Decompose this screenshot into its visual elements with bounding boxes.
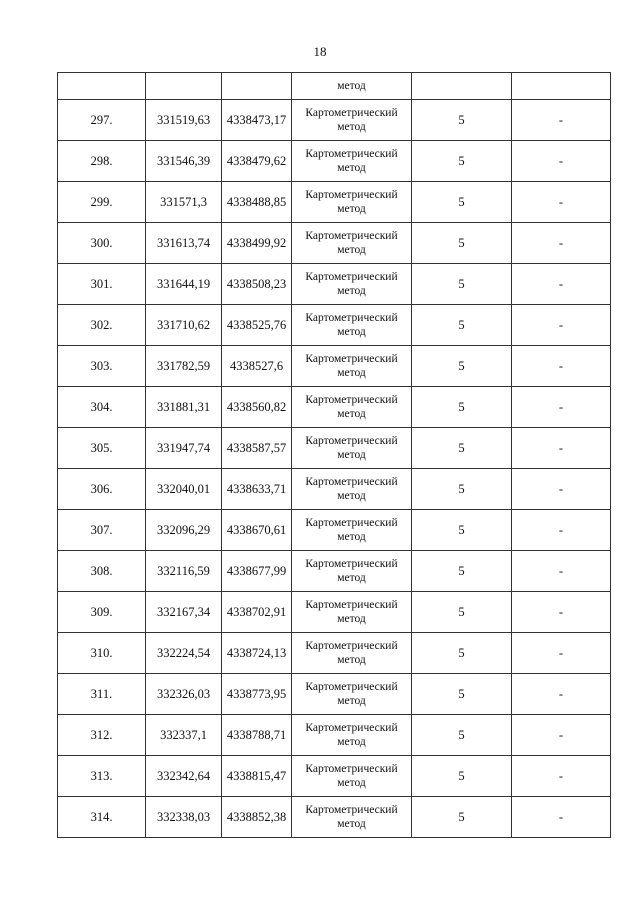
table-row bbox=[58, 182, 611, 223]
cell-accuracy-text: 5 bbox=[458, 564, 465, 578]
cell-note-text: - bbox=[558, 769, 564, 783]
cell-note bbox=[512, 797, 611, 838]
cell-y-text: 4338488,85 bbox=[226, 195, 287, 209]
cell-y bbox=[222, 510, 292, 551]
cell-method bbox=[292, 674, 412, 715]
cell-accuracy-text: 5 bbox=[458, 359, 465, 373]
cell-method-text: Картометрический метод bbox=[305, 517, 398, 543]
cell-y bbox=[222, 715, 292, 756]
cell-accuracy bbox=[412, 182, 512, 223]
cell-y-text: 4338479,62 bbox=[226, 154, 287, 168]
cell-x bbox=[146, 510, 222, 551]
cell-accuracy-text: 5 bbox=[458, 605, 465, 619]
table-row bbox=[58, 797, 611, 838]
cell-x-text: 331644,19 bbox=[156, 277, 211, 291]
table-row bbox=[58, 469, 611, 510]
cell-y bbox=[222, 592, 292, 633]
cell-method bbox=[292, 633, 412, 674]
cell-point-number bbox=[58, 100, 146, 141]
cell-x-text: 331782,59 bbox=[156, 359, 211, 373]
cell-x-text: 332224,54 bbox=[156, 646, 211, 660]
cell-method-text: Картометрический метод bbox=[305, 394, 398, 420]
cell-method-text: Картометрический метод bbox=[305, 107, 398, 133]
cell-method-text: Картометрический метод bbox=[305, 271, 398, 297]
table-row bbox=[58, 551, 611, 592]
cell-note bbox=[512, 264, 611, 305]
cell-y-text: 4338527,6 bbox=[229, 359, 284, 373]
cell-accuracy-text: 5 bbox=[458, 400, 465, 414]
cell-x bbox=[146, 100, 222, 141]
cell-note-text: - bbox=[558, 687, 564, 701]
cell-y-text: 4338702,91 bbox=[226, 605, 287, 619]
cell-point-number bbox=[58, 674, 146, 715]
cell-point-number bbox=[58, 551, 146, 592]
cell-accuracy-text: 5 bbox=[458, 113, 465, 127]
cell-point-number bbox=[58, 428, 146, 469]
cell-point-number-text: 302. bbox=[90, 318, 113, 332]
cell-method-text: Картометрический метод bbox=[305, 804, 398, 830]
table-row bbox=[58, 428, 611, 469]
cell-note bbox=[512, 633, 611, 674]
cell-y bbox=[222, 264, 292, 305]
cell-accuracy bbox=[412, 141, 512, 182]
cell-x-text: 332338,03 bbox=[156, 810, 211, 824]
cell-y bbox=[222, 223, 292, 264]
cell-point-number bbox=[58, 305, 146, 346]
cell-note bbox=[512, 715, 611, 756]
cell-note bbox=[512, 346, 611, 387]
cell-x bbox=[146, 715, 222, 756]
cell-accuracy bbox=[412, 223, 512, 264]
cell-accuracy-text: 5 bbox=[458, 810, 465, 824]
cell-point-number bbox=[58, 387, 146, 428]
cell-note bbox=[512, 387, 611, 428]
cell-y bbox=[222, 551, 292, 592]
cell-x bbox=[146, 346, 222, 387]
cell-y-text: 4338724,13 bbox=[226, 646, 287, 660]
cell-y bbox=[222, 633, 292, 674]
cell-accuracy bbox=[412, 592, 512, 633]
cell-note bbox=[512, 182, 611, 223]
cell-accuracy bbox=[412, 387, 512, 428]
cell-accuracy bbox=[412, 73, 512, 100]
cell-y bbox=[222, 100, 292, 141]
cell-note bbox=[512, 141, 611, 182]
cell-point-number-text: 312. bbox=[90, 728, 113, 742]
cell-accuracy bbox=[412, 551, 512, 592]
cell-accuracy bbox=[412, 264, 512, 305]
cell-x-text: 331546,39 bbox=[156, 154, 211, 168]
cell-method bbox=[292, 469, 412, 510]
cell-x bbox=[146, 387, 222, 428]
cell-note-text: - bbox=[558, 154, 564, 168]
cell-y-text: 4338560,82 bbox=[226, 400, 287, 414]
cell-accuracy-text: 5 bbox=[458, 195, 465, 209]
cell-point-number-text: 314. bbox=[90, 810, 113, 824]
cell-method-text: Картометрический метод bbox=[305, 476, 398, 502]
cell-accuracy bbox=[412, 100, 512, 141]
cell-accuracy-text: 5 bbox=[458, 523, 465, 537]
table-row bbox=[58, 264, 611, 305]
cell-method bbox=[292, 756, 412, 797]
cell-point-number-text: 300. bbox=[90, 236, 113, 250]
cell-point-number-text: 309. bbox=[90, 605, 113, 619]
cell-method bbox=[292, 510, 412, 551]
cell-y-text: 4338633,71 bbox=[226, 482, 287, 496]
cell-note bbox=[512, 100, 611, 141]
cell-note-text: - bbox=[558, 523, 564, 537]
cell-x-text: 331519,63 bbox=[156, 113, 211, 127]
cell-accuracy-text: 5 bbox=[458, 482, 465, 496]
cell-x bbox=[146, 674, 222, 715]
cell-method-text: Картометрический метод bbox=[305, 640, 398, 666]
cell-x bbox=[146, 633, 222, 674]
coordinates-table-body bbox=[58, 73, 611, 838]
cell-x bbox=[146, 797, 222, 838]
cell-note-text: - bbox=[558, 564, 564, 578]
cell-method-text: Картометрический метод bbox=[305, 148, 398, 174]
cell-note bbox=[512, 756, 611, 797]
cell-method bbox=[292, 387, 412, 428]
cell-note bbox=[512, 674, 611, 715]
cell-method-text: Картометрический метод bbox=[305, 722, 398, 748]
cell-x-text: 332326,03 bbox=[156, 687, 211, 701]
cell-x bbox=[146, 305, 222, 346]
cell-y-text: 4338508,23 bbox=[226, 277, 287, 291]
cell-point-number-text: 299. bbox=[90, 195, 113, 209]
cell-y-text: 4338473,17 bbox=[226, 113, 287, 127]
cell-point-number bbox=[58, 633, 146, 674]
cell-method-text: Картометрический метод bbox=[305, 230, 398, 256]
cell-note-text: - bbox=[558, 482, 564, 496]
cell-accuracy bbox=[412, 715, 512, 756]
cell-accuracy bbox=[412, 469, 512, 510]
cell-note bbox=[512, 305, 611, 346]
cell-note-text: - bbox=[558, 400, 564, 414]
cell-x bbox=[146, 223, 222, 264]
cell-method-text: Картометрический метод bbox=[305, 599, 398, 625]
page-number: 18 bbox=[313, 44, 327, 59]
cell-note-text: - bbox=[558, 236, 564, 250]
cell-y bbox=[222, 756, 292, 797]
cell-x-text: 332167,34 bbox=[156, 605, 211, 619]
cell-point-number bbox=[58, 73, 146, 100]
cell-point-number bbox=[58, 346, 146, 387]
cell-x-text: 331881,31 bbox=[156, 400, 211, 414]
cell-method-text: Картометрический метод bbox=[305, 189, 398, 215]
cell-method-text: Картометрический метод bbox=[305, 681, 398, 707]
cell-method bbox=[292, 100, 412, 141]
cell-accuracy-text: 5 bbox=[458, 154, 465, 168]
cell-accuracy bbox=[412, 633, 512, 674]
cell-point-number bbox=[58, 715, 146, 756]
cell-method-text: Картометрический метод bbox=[305, 435, 398, 461]
cell-method bbox=[292, 715, 412, 756]
cell-method-text: Картометрический метод bbox=[305, 763, 398, 789]
cell-point-number-text: 306. bbox=[90, 482, 113, 496]
cell-x-text: 331947,74 bbox=[156, 441, 211, 455]
cell-accuracy bbox=[412, 510, 512, 551]
cell-method bbox=[292, 797, 412, 838]
cell-point-number bbox=[58, 223, 146, 264]
cell-y-text: 4338773,95 bbox=[226, 687, 287, 701]
cell-y bbox=[222, 346, 292, 387]
cell-note-text: - bbox=[558, 441, 564, 455]
table-row bbox=[58, 715, 611, 756]
cell-note bbox=[512, 223, 611, 264]
cell-accuracy bbox=[412, 797, 512, 838]
cell-accuracy bbox=[412, 428, 512, 469]
cell-point-number-text: 298. bbox=[90, 154, 113, 168]
cell-method-text: Картометрический метод bbox=[305, 353, 398, 379]
cell-point-number-text: 303. bbox=[90, 359, 113, 373]
cell-x bbox=[146, 73, 222, 100]
cell-note-text: - bbox=[558, 728, 564, 742]
cell-method bbox=[292, 346, 412, 387]
table-row bbox=[58, 305, 611, 346]
cell-x bbox=[146, 592, 222, 633]
cell-point-number bbox=[58, 510, 146, 551]
cell-point-number bbox=[58, 797, 146, 838]
cell-x bbox=[146, 264, 222, 305]
cell-x bbox=[146, 141, 222, 182]
cell-point-number-text: 305. bbox=[90, 441, 113, 455]
cell-x-text: 332342,64 bbox=[156, 769, 211, 783]
cell-y-text: 4338852,38 bbox=[226, 810, 287, 824]
cell-accuracy bbox=[412, 346, 512, 387]
cell-accuracy-text: 5 bbox=[458, 277, 465, 291]
cell-point-number-text: 301. bbox=[90, 277, 113, 291]
cell-x-text: 332040,01 bbox=[156, 482, 211, 496]
method-text: метод bbox=[337, 80, 366, 92]
cell-accuracy-text: 5 bbox=[458, 769, 465, 783]
cell-y bbox=[222, 674, 292, 715]
cell-x-text: 331710,62 bbox=[156, 318, 211, 332]
continuation-row bbox=[58, 73, 611, 100]
cell-accuracy-text: 5 bbox=[458, 646, 465, 660]
cell-note-text: - bbox=[558, 359, 564, 373]
cell-accuracy-text: 5 bbox=[458, 318, 465, 332]
cell-y bbox=[222, 141, 292, 182]
cell-note bbox=[512, 510, 611, 551]
cell-y bbox=[222, 182, 292, 223]
cell-point-number-text: 304. bbox=[90, 400, 113, 414]
table-row bbox=[58, 387, 611, 428]
table-row bbox=[58, 756, 611, 797]
cell-method bbox=[292, 182, 412, 223]
table-row bbox=[58, 346, 611, 387]
cell-accuracy-text: 5 bbox=[458, 728, 465, 742]
cell-y bbox=[222, 73, 292, 100]
table-row bbox=[58, 223, 611, 264]
cell-point-number-text: 313. bbox=[90, 769, 113, 783]
cell-y-text: 4338670,61 bbox=[226, 523, 287, 537]
cell-point-number-text: 297. bbox=[90, 113, 113, 127]
cell-y bbox=[222, 387, 292, 428]
cell-y-text: 4338815,47 bbox=[226, 769, 287, 783]
cell-note-text: - bbox=[558, 113, 564, 127]
cell-note bbox=[512, 73, 611, 100]
cell-note bbox=[512, 551, 611, 592]
table-row bbox=[58, 674, 611, 715]
cell-accuracy bbox=[412, 305, 512, 346]
coordinates-table bbox=[57, 72, 611, 838]
cell-accuracy-text: 5 bbox=[458, 441, 465, 455]
cell-x-text: 331613,74 bbox=[156, 236, 211, 250]
cell-point-number-text: 311. bbox=[90, 687, 113, 701]
cell-method bbox=[292, 428, 412, 469]
table-row bbox=[58, 592, 611, 633]
cell-y-text: 4338499,92 bbox=[226, 236, 287, 250]
cell-method-text: Картометрический метод bbox=[305, 312, 398, 338]
cell-x-text: 332096,29 bbox=[156, 523, 211, 537]
cell-point-number bbox=[58, 756, 146, 797]
cell-accuracy-text: 5 bbox=[458, 687, 465, 701]
cell-note bbox=[512, 469, 611, 510]
cell-accuracy bbox=[412, 756, 512, 797]
cell-note-text: - bbox=[558, 277, 564, 291]
cell-point-number bbox=[58, 469, 146, 510]
cell-accuracy-text: 5 bbox=[458, 236, 465, 250]
table-row bbox=[58, 141, 611, 182]
cell-note bbox=[512, 592, 611, 633]
cell-y bbox=[222, 469, 292, 510]
cell-note-text: - bbox=[558, 195, 564, 209]
cell-point-number bbox=[58, 264, 146, 305]
cell-x bbox=[146, 551, 222, 592]
cell-method bbox=[292, 73, 412, 100]
cell-x-text: 332337,1 bbox=[160, 728, 207, 742]
cell-method bbox=[292, 223, 412, 264]
cell-point-number-text: 307. bbox=[90, 523, 113, 537]
cell-x-text: 331571,3 bbox=[160, 195, 207, 209]
cell-note bbox=[512, 428, 611, 469]
cell-note-text: - bbox=[558, 810, 564, 824]
cell-note-text: - bbox=[558, 646, 564, 660]
cell-point-number-text: 310. bbox=[90, 646, 113, 660]
cell-y-text: 4338788,71 bbox=[226, 728, 287, 742]
cell-method bbox=[292, 141, 412, 182]
cell-y-text: 4338525,76 bbox=[226, 318, 287, 332]
cell-accuracy bbox=[412, 674, 512, 715]
cell-y bbox=[222, 797, 292, 838]
cell-method bbox=[292, 305, 412, 346]
cell-x bbox=[146, 182, 222, 223]
cell-note-text: - bbox=[558, 318, 564, 332]
cell-point-number bbox=[58, 592, 146, 633]
cell-y-text: 4338677,99 bbox=[226, 564, 287, 578]
cell-point-number bbox=[58, 182, 146, 223]
table-row bbox=[58, 633, 611, 674]
cell-x-text: 332116,59 bbox=[157, 564, 210, 578]
cell-note-text: - bbox=[558, 605, 564, 619]
cell-point-number-text: 308. bbox=[90, 564, 113, 578]
cell-x bbox=[146, 428, 222, 469]
cell-method bbox=[292, 592, 412, 633]
cell-y bbox=[222, 305, 292, 346]
cell-y bbox=[222, 428, 292, 469]
table-row bbox=[58, 100, 611, 141]
table-row bbox=[58, 510, 611, 551]
cell-x bbox=[146, 469, 222, 510]
cell-method bbox=[292, 551, 412, 592]
cell-x bbox=[146, 756, 222, 797]
cell-method-text: Картометрический метод bbox=[305, 558, 398, 584]
cell-point-number bbox=[58, 141, 146, 182]
cell-method bbox=[292, 264, 412, 305]
cell-y-text: 4338587,57 bbox=[226, 441, 287, 455]
